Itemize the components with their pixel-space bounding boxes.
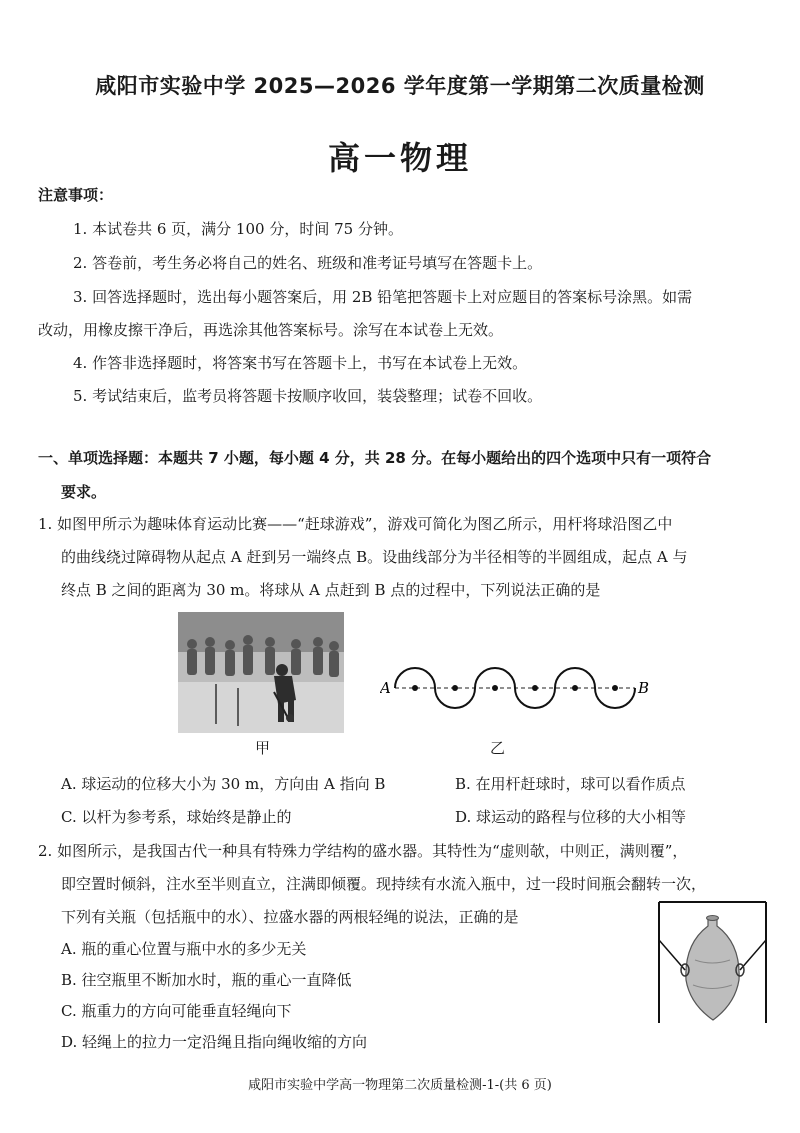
q1-option-d[interactable]: D. 球运动的路程与位移的大小相等: [455, 808, 687, 826]
section-heading: 一、单项选择题：本题共 7 小题，每小题 4 分，共 28 分。在每小题给出的四个选项中只有一项符合: [38, 449, 712, 467]
figure-yi-path-diagram: [380, 655, 650, 725]
bottle-mouth: [707, 916, 719, 921]
obstacle-dot: [572, 685, 578, 691]
page-footer: 咸阳市实验中学高一物理第二次质量检测-1-(共 6 页): [248, 1078, 552, 1093]
q2-option-b[interactable]: B. 往空瓶里不断加水时，瓶的重心一直降低: [61, 971, 352, 989]
q2-stem-line-1: 2. 如图所示，是我国古代一种具有特殊力学结构的盛水器。其特性为“虚则欹，中则正，满则覆”，: [38, 842, 688, 860]
notice-heading: 注意事项：: [38, 186, 114, 204]
exam-title: 咸阳市实验中学 2025—2026 学年度第一学期第二次质量检测: [95, 74, 705, 98]
notice-item-2: 2. 答卷前，考生务必将自己的姓名、班级和准考证号填写在答题卡上。: [73, 254, 543, 272]
right-rope: [740, 940, 766, 970]
q1-stem-line-2: 的曲线绕过障碍物从起点 A 赶到另一端终点 B。设曲线部分为半径相等的半圆组成，起点 A 与: [61, 548, 688, 566]
q2-option-a[interactable]: A. 瓶的重心位置与瓶中水的多少无关: [61, 940, 307, 958]
obstacle-dot: [612, 685, 618, 691]
q2-option-c[interactable]: C. 瓶重力的方向可能垂直轻绳向下: [61, 1002, 292, 1020]
q1-option-a[interactable]: A. 球运动的位移大小为 30 m，方向由 A 指向 B: [61, 775, 386, 793]
figure-jia-photo: [178, 612, 344, 733]
photo-illustration: [178, 612, 344, 733]
q1-stem-line-1: 1. 如图甲所示为趣味体育运动比赛——“赶球游戏”，游戏可简化为图乙所示，用杆将球沿图乙中: [38, 515, 673, 533]
obstacle-dot: [412, 685, 418, 691]
notice-item-3: 3. 回答选择题时，选出每小题答案后，用 2B 铅笔把答题卡上对应题目的答案标号涂黑。如需: [73, 288, 693, 306]
bottle-figure: [655, 900, 770, 1025]
notice-item-3-cont: 改动，用橡皮擦干净后，再选涂其他答案标号。涂写在本试卷上无效。: [38, 321, 504, 339]
point-b-label: B: [638, 679, 650, 697]
figure-yi-caption: 乙: [490, 739, 506, 757]
point-a-label: A: [380, 679, 391, 697]
q2-stem-line-3: 下列有关瓶（包括瓶中的水）、拉盛水器的两根轻绳的说法，正确的是: [61, 908, 519, 926]
obstacle-dot: [532, 685, 538, 691]
q1-option-c[interactable]: C. 以杆为参考系，球始终是静止的: [61, 808, 292, 826]
q1-option-b[interactable]: B. 在用杆赶球时，球可以看作质点: [455, 775, 686, 793]
notice-item-4: 4. 作答非选择题时，将答案书写在答题卡上，书写在本试卷上无效。: [73, 354, 528, 372]
left-rope: [659, 940, 685, 970]
notice-item-1: 1. 本试卷共 6 页，满分 100 分，时间 75 分钟。: [73, 220, 403, 238]
figure-jia-caption: 甲: [255, 739, 271, 757]
notice-item-5: 5. 考试结束后，监考员将答题卡按顺序收回，装袋整理；试卷不回收。: [73, 387, 543, 405]
obstacle-dot: [452, 685, 458, 691]
q1-stem-line-3: 终点 B 之间的距离为 30 m。将球从 A 点赶到 B 点的过程中，下列说法正确的是: [61, 581, 601, 599]
obstacle-dot: [492, 685, 498, 691]
q2-option-d[interactable]: D. 轻绳上的拉力一定沿绳且指向绳收缩的方向: [61, 1033, 368, 1051]
section-heading-cont: 要求。: [61, 483, 107, 501]
subject-title: 高一物理: [327, 139, 472, 177]
q2-stem-line-2: 即空置时倾斜，注水至半则直立，注满即倾覆。现持续有水流入瓶中，过一段时间瓶会翻转一次，: [61, 875, 707, 893]
bottle-body: [686, 918, 739, 1020]
